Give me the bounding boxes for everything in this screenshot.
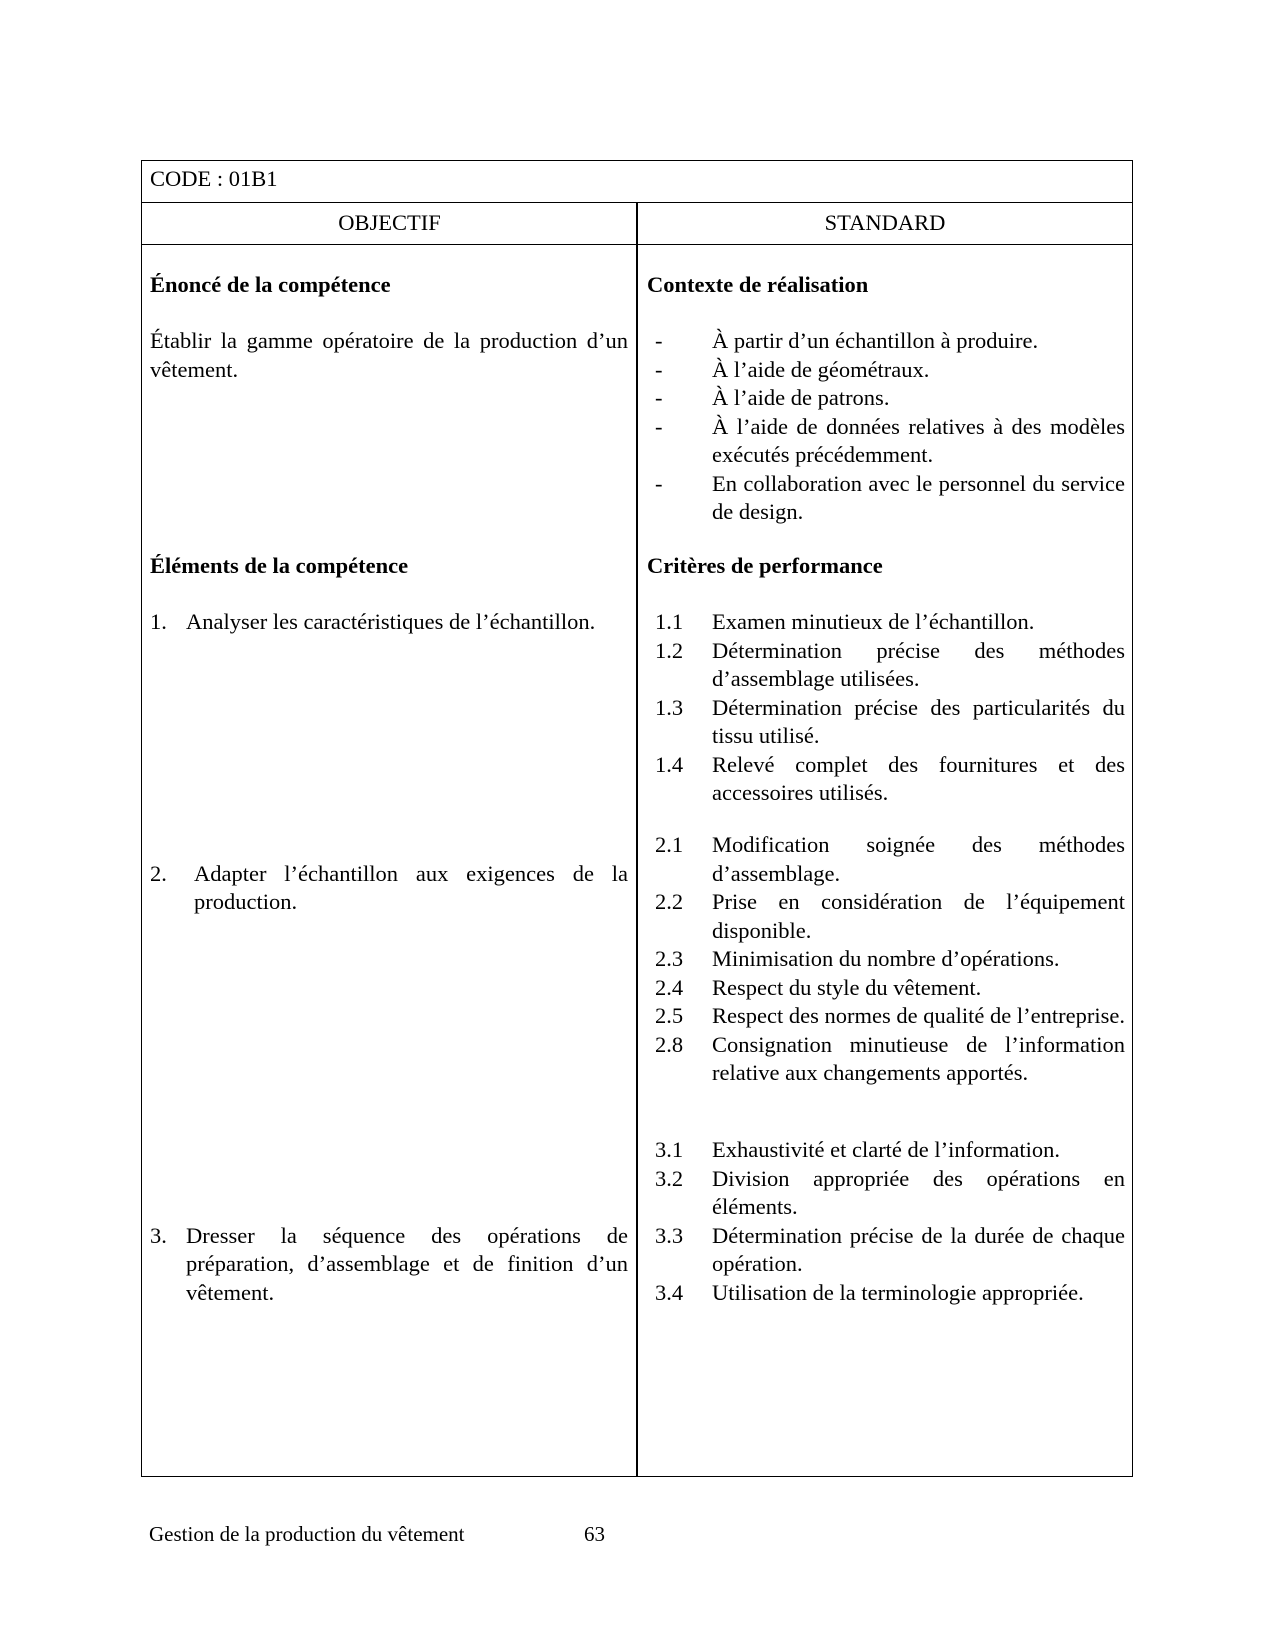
- contexte-item: - En collaboration avec le personnel du service de design.: [655, 470, 1125, 524]
- footer-title: Gestion de la production du vêtement: [149, 1522, 465, 1546]
- critere-number: 2.1: [655, 832, 684, 857]
- objectif-column: [150, 245, 628, 1476]
- competency-table: [141, 160, 1133, 1477]
- element-number: 3.: [150, 1222, 167, 1248]
- critere-number: 1.1: [655, 609, 684, 634]
- element-text: Analyser les caractéristiques de l’échantillon.: [186, 609, 596, 634]
- critere-item: 3.3 Détermination précise de la durée de chaque opération.: [655, 1222, 1125, 1276]
- critere-number: 2.2: [655, 889, 684, 914]
- elements-title: Éléments de la compétence: [150, 553, 409, 578]
- critere-item: 1.2 Détermination précise des méthodes d’assemblage utilisées.: [655, 637, 1125, 691]
- critere-item: 2.8 Consignation minutieuse de l’information relative aux changements apportés.: [655, 1031, 1125, 1085]
- contexte-item: - À l’aide de géométraux.: [647, 356, 1125, 385]
- critere-item: 1.4 Relevé complet des fournitures et des accessoires utilisés.: [655, 751, 1125, 805]
- critere-item: 1.1 Examen minutieux de l’échantillon.: [647, 608, 1125, 637]
- critere-item: 1.3 Détermination précise des particularités du tissu utilisé.: [655, 694, 1125, 748]
- critere-item: 2.5 Respect des normes de qualité de l’entreprise.: [647, 1002, 1125, 1031]
- element-1: [150, 608, 628, 637]
- critere-number: 3.4: [655, 1279, 684, 1305]
- enonce-title: Énoncé de la compétence: [150, 272, 391, 297]
- contexte-item: - À l’aide de données relatives à des modèles exécutés précédemment.: [655, 413, 1125, 467]
- contexte-list: [647, 327, 1125, 527]
- critere-item: 3.4 Utilisation de la terminologie appropriée.: [647, 1279, 1125, 1308]
- standard-column: [647, 245, 1125, 1476]
- element-2: [150, 860, 628, 917]
- critere-number: 3.2: [655, 1165, 684, 1191]
- critere-number: 1.4: [655, 751, 684, 777]
- dash-marker: -: [655, 413, 663, 439]
- critere-item: 2.4 Respect du style du vêtement.: [647, 974, 1125, 1003]
- critere-number: 2.5: [655, 1003, 684, 1028]
- dash-marker: -: [655, 470, 663, 496]
- element-number: 1.: [150, 609, 167, 634]
- dash-marker: -: [655, 356, 663, 382]
- criteres-group-2: [647, 831, 1125, 1088]
- enonce-text: Établir la gamme opératoire de la production d’un vêtement.: [150, 328, 628, 382]
- dash-marker: -: [655, 328, 663, 353]
- criteres-title: Critères de performance: [647, 553, 883, 578]
- critere-number: 3.3: [655, 1222, 684, 1248]
- criteres-group-1: [647, 608, 1125, 808]
- contexte-item: - À l’aide de patrons.: [647, 384, 1125, 413]
- element-3: [150, 1222, 628, 1308]
- contexte-title: Contexte de réalisation: [647, 272, 869, 297]
- critere-item: 3.1 Exhaustivité et clarté de l’information.: [647, 1136, 1125, 1165]
- critere-item: 3.2 Division appropriée des opérations en éléments.: [655, 1165, 1125, 1219]
- dash-marker: -: [655, 385, 663, 410]
- critere-number: 3.1: [655, 1137, 684, 1162]
- contexte-item: - À partir d’un échantillon à produire.: [647, 327, 1125, 356]
- critere-number: 1.3: [655, 694, 684, 720]
- element-text: Dresser la séquence des opérations de préparation, d’assemblage et de finition d’un vêtement.: [186, 1222, 628, 1305]
- element-text: Adapter l’échantillon aux exigences de la production.: [194, 860, 628, 914]
- page-number: 63: [584, 1522, 605, 1546]
- column-divider: [636, 203, 638, 1476]
- element-number: 2.: [150, 860, 167, 886]
- objectif-header: OBJECTIF: [338, 210, 441, 235]
- critere-number: 2.3: [655, 946, 684, 971]
- code-cell: CODE : 01B1: [142, 161, 1132, 203]
- critere-number: 1.2: [655, 637, 684, 663]
- critere-number: 2.4: [655, 974, 684, 1000]
- critere-item: 2.3 Minimisation du nombre d’opérations.: [647, 945, 1125, 974]
- criteres-group-3: [647, 1136, 1125, 1307]
- critere-item: 2.2 Prise en considération de l’équipement disponible.: [655, 889, 1125, 943]
- standard-header: STANDARD: [824, 210, 946, 235]
- critere-number: 2.8: [655, 1031, 684, 1057]
- critere-item: 2.1 Modification soignée des méthodes d’assemblage.: [655, 832, 1125, 886]
